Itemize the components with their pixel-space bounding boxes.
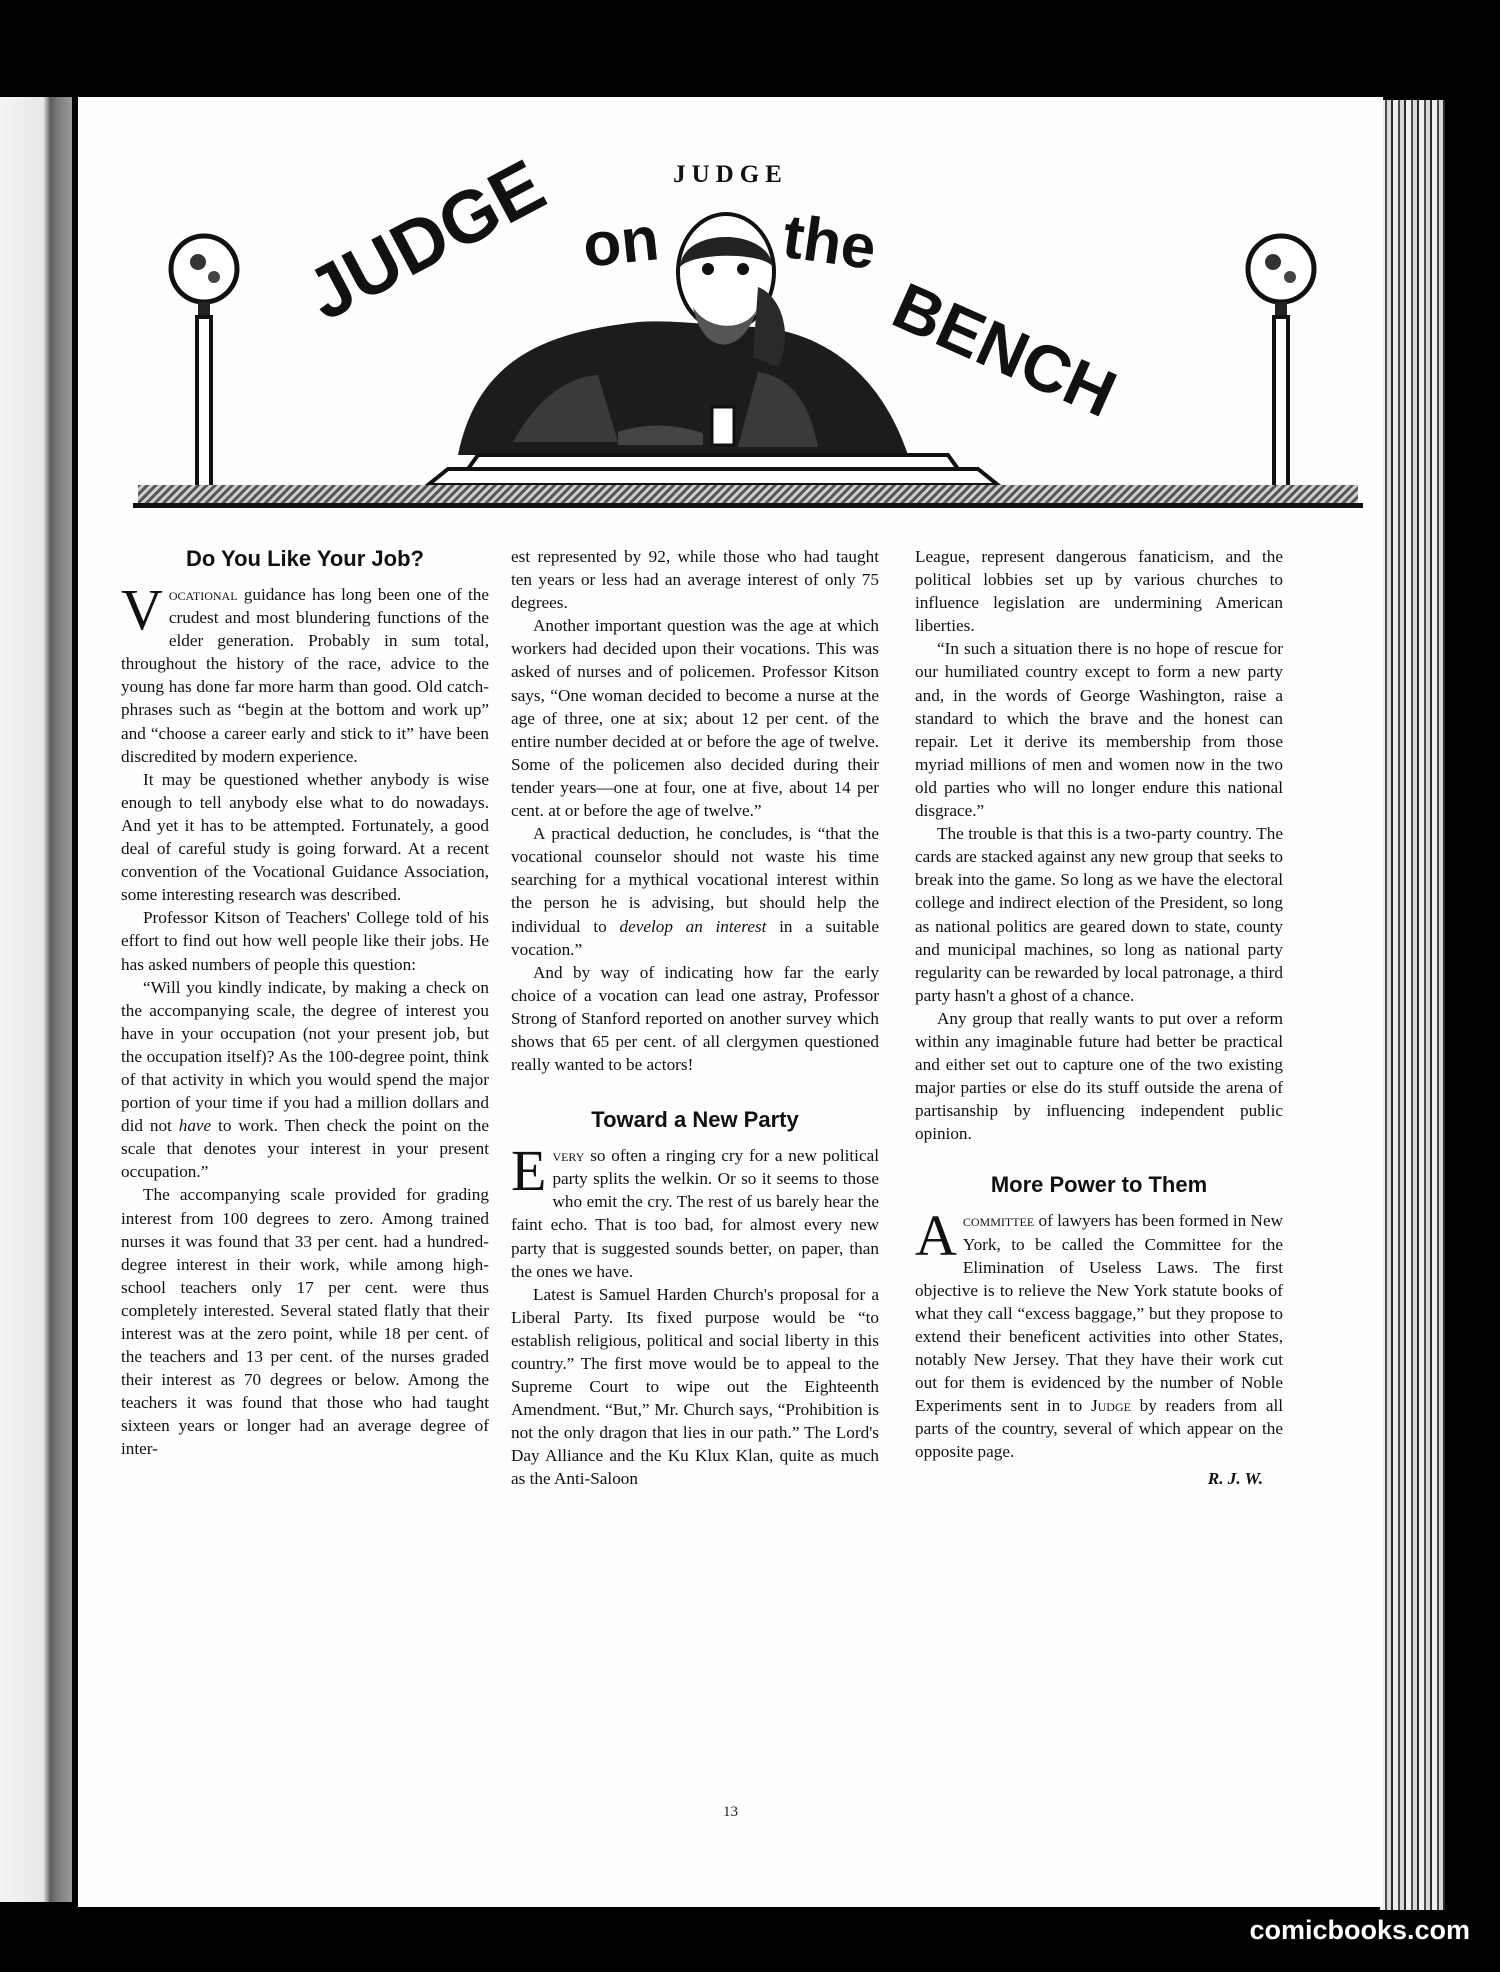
dropcap: A bbox=[915, 1203, 957, 1269]
paragraph-continuation: est represented by 92, while those who had taught ten years or less had an average interest of only 75 degrees. bbox=[511, 547, 879, 613]
dropcap: E bbox=[511, 1138, 547, 1204]
column-3 bbox=[915, 545, 1283, 1491]
text-span: in a suitable vocation.” bbox=[511, 916, 879, 959]
banner-word-judge: JUDGE bbox=[293, 143, 558, 337]
lead-text: guidance has long been one of the crudest and most blundering functions of the elder generation. Probably in sum total, throughout the history of the race, advice to the young has done far more harm than good. Old catch-phrases such as “begin at the bottom and work up” and “choose a career early and stick to it” have been discredited by modern experience. bbox=[121, 585, 489, 766]
lead-text: of lawyers has been formed in New York, to be called the Committee for the Elimination of Useless Laws. The first objective is to relieve the New York statute books of what they call “excess baggage,” but they propose to extend their beneficent activities into other States, notably New Jersey. That they have their work cut out for them is evidenced by the number of Noble Experiments sent in to bbox=[915, 1211, 1283, 1416]
author-signature: R. J. W. bbox=[1207, 1469, 1263, 1489]
italic-text: have bbox=[178, 1116, 212, 1136]
watermark-text: comicbooks.com bbox=[1249, 1915, 1470, 1945]
article-3-lead-paragraph bbox=[915, 1203, 1283, 1463]
lead-text: so often a ringing cry for a new political party splits the welkin. Or so it seems to those who emit the cry. The rest of us barely hear the faint echo. That is too bad, for almost every new party that is suggested sounds better, on paper, than the ones we have. bbox=[511, 1146, 879, 1281]
column-1 bbox=[121, 545, 489, 1461]
article-2-lead-paragraph bbox=[511, 1138, 879, 1283]
left-page-edge bbox=[0, 97, 72, 1902]
banner-word-the: the bbox=[778, 201, 881, 284]
lead-smallcaps: ocational bbox=[168, 585, 238, 604]
column-2 bbox=[511, 545, 879, 1491]
paragraph bbox=[511, 822, 879, 961]
article-1-heading: Do You Like Your Job? bbox=[186, 546, 424, 571]
article-1-lead-paragraph bbox=[121, 577, 489, 768]
lead-smallcaps: committee bbox=[962, 1211, 1035, 1231]
text-span: “Will you kindly indicate, by making a check on the accompanying scale, the degree of interest you have in your occupation (not your present job, but the occupation itself)? As the 100-degree point, think of that activity in which you would spend the major portion of your time if you had a million dollars and did not bbox=[121, 977, 489, 1136]
left-lamp-icon bbox=[170, 236, 238, 505]
lead-smallcaps: very bbox=[552, 1146, 585, 1166]
paragraph: “In such a situation there is no hope of rescue for our humiliated country except to form a new party and, in the words of George Washington, raise a standard to which the brave and the honest can repair. Let it derive its membership from those myriad millions of men and women now in the two old parties who will no longer endure this national disgrace.” bbox=[915, 639, 1283, 821]
italic-text: develop an interest bbox=[619, 916, 767, 936]
banner-word-bench: BENCH bbox=[882, 267, 1127, 431]
lead-text: by readers from all parts of the country, several of which appear on the opposite page. bbox=[915, 1396, 1283, 1462]
text-span: A practical deduction, he concludes, is “that the vocational counselor should not waste his time searching for a mythical vocational interest within the person he is advising, but should help the individual to bbox=[511, 824, 879, 936]
right-lamp-icon bbox=[1246, 236, 1314, 505]
judge-bench-illustration bbox=[118, 207, 1368, 517]
dropcap: V bbox=[121, 577, 163, 642]
paragraph: Latest is Samuel Harden Church's proposal for a Liberal Party. Its fixed purpose would be “to establish religious, political and social liberty in this country.” The first move would be to appeal to the Supreme Court to wipe out the Eighteenth Amendment. “But,” Mr. Church says, “Prohibition is not the only dragon that lies in our path.” The Lord's Day Alliance and the Ku Klux Klan, quite as much as the Anti-Saloon bbox=[511, 1284, 879, 1489]
magazine-title: JUDGE bbox=[673, 161, 788, 188]
page-stack-edge bbox=[1380, 100, 1445, 1910]
paragraph: The trouble is that this is a two-party country. The cards are stacked against any new group that seeks to break into the game. So long as we have the electoral college and indirect election of the President, so long as national politics are geared down to state, county and municipal machines, so long as national party regularity can be rewarded by local patronage, a third party hasn't a ghost of a chance. bbox=[915, 824, 1283, 1005]
paragraph: Professor Kitson of Teachers' College told of his effort to find out how well people like their jobs. He has asked numbers of people this question: bbox=[121, 908, 489, 974]
paragraph: Any group that really wants to put over a reform within any imaginable future had better be practical and either set out to capture one of the two existing major parties or else do its stuff outside the arena of partisanship by influencing independent public opinion. bbox=[915, 1008, 1283, 1144]
bench-desk-icon bbox=[133, 455, 1363, 508]
paragraph: The accompanying scale provided for grading interest from 100 degrees to zero. Among trained nurses it was found that 33 per cent. had a hundred-degree interest in their work, while among high-school teachers only 17 per cent. were thus completely interested. Several stated flatly that their interest was at the zero point, while 18 per cent. of the teachers and 13 per cent. of the nurses graded their interest as 70 degrees or below. Among the teachers it was found that those who had taught sixteen years or longer had an average degree of inter- bbox=[121, 1185, 489, 1459]
paragraph bbox=[121, 976, 489, 1184]
article-3-heading: More Power to Them bbox=[990, 1172, 1208, 1198]
banner-word-on: on bbox=[579, 204, 663, 281]
paragraph: It may be questioned whether anybody is wise enough to tell anybody else what to do nowadays. And yet it has to be attempted. Fortunately, a good deal of careful study is going forward. At a recent convention of the Vocational Guidance Association, some interesting research was described. bbox=[121, 769, 489, 905]
article-2-heading: Toward a New Party bbox=[591, 1107, 799, 1133]
text-span: to work. Then check the point on the scale that denotes your interest in your present occupation.” bbox=[121, 1116, 489, 1182]
page-number: 13 bbox=[723, 1804, 738, 1820]
magazine-page bbox=[78, 97, 1383, 1907]
paragraph: Another important question was the age at which workers had decided upon their vocations. This was asked of nurses and of policemen. Professor Kitson says, “One woman decided to become a nurse at the age of three, one at six; about 12 per cent. of the entire number decided at or before the age of twelve. Some of the policemen also decided during their tender years—one at four, one at five, about 14 per cent. at or before the age of twelve.” bbox=[511, 616, 879, 821]
paragraph-continuation: League, represent dangerous fanaticism, and the political lobbies set up by various churches to influence legislation are undermining American liberties. bbox=[915, 547, 1283, 636]
paragraph: And by way of indicating how far the early choice of a vocation can lead one astray, Professor Strong of Stanford reported on another survey which shows that 65 per cent. of all clergymen questioned really wanted to be actors! bbox=[511, 962, 879, 1075]
smallcaps-text: Judge bbox=[1090, 1396, 1131, 1416]
